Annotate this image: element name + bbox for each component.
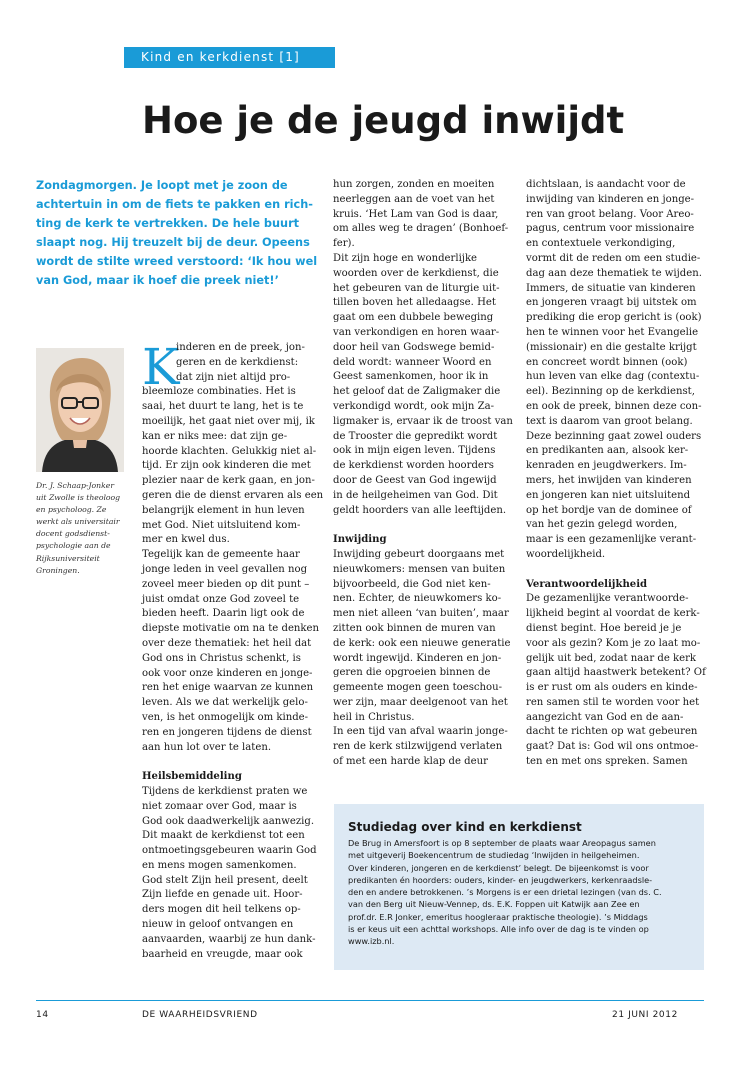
text-column-2: [333, 178, 513, 770]
text-line: ren het enige waarvan ze kunnen: [142, 682, 314, 694]
text-line: door de Geest van God ingewijd: [333, 474, 497, 486]
text-line: pagus, centrum voor missionaire: [526, 223, 695, 235]
text-line: ontmoetingsgebeuren waarin God: [142, 845, 317, 857]
text-line: wordt ingewijd. Kinderen en jon-: [333, 652, 502, 664]
text-line: wer zijn, maar deelgenoot van het: [333, 696, 508, 708]
text-line: de Trooster die gepredikt wordt: [333, 430, 498, 442]
text-line: dichtslaan, is aandacht voor de: [526, 179, 686, 190]
info-box-line: Over kinderen, jongeren en de kerkdienst’ belegt. De bijeenkomst is voor: [348, 862, 649, 873]
footer-rule: [36, 1000, 704, 1001]
text-line: text is daarom van groot belang.: [526, 415, 693, 427]
info-box-line: is er keus uit een achttal workshops. Alle info over de dag is te vinden op: [348, 924, 649, 935]
text-line: of met een harde klap de deur: [333, 756, 488, 768]
text-line: zitten ook binnen de muren van: [333, 622, 496, 634]
text-line: Tegelijk kan de gemeente haar: [142, 549, 300, 561]
section-kicker: Kind en kerkdienst [1]: [124, 47, 335, 68]
text-line: tillen boven het alledaagse. Het: [333, 297, 496, 309]
lead-line: slaapt nog. Hij treuzelt bij de deur. Opeens: [36, 236, 310, 249]
text-line: prediking die erop gericht is (ook): [526, 312, 702, 324]
text-line: gelijk uit bed, zodat naar de kerk: [526, 652, 697, 664]
text-line: ren samen stil te worden voor het: [526, 696, 700, 708]
text-line: en predikanten aan, alsook ker-: [526, 445, 689, 457]
text-line: Dit maakt de kerkdienst tot een: [142, 830, 305, 842]
text-line: dag aan deze thematiek te wijden.: [526, 267, 702, 279]
publication-name: DE WAARHEIDSVRIEND: [142, 1010, 258, 1020]
text-line: woorden over de kerkdienst, die: [333, 267, 499, 279]
text-line: ren van groot belang. Voor Areo-: [526, 208, 694, 220]
lead-line: wordt de stilte wreed verstoord: ‘Ik hou wel: [36, 255, 318, 268]
info-box-line: De Brug in Amersfoort is op 8 september de plaats waar Areopagus samen: [348, 838, 656, 848]
section-heading-verantwoordelijkheid: Verantwoordelijkheid: [526, 578, 648, 590]
caption-line: uit Zwolle is theoloog: [36, 493, 121, 503]
text-line: inderen en de preek, jon-: [176, 342, 305, 353]
text-line: moeilijk, het gaat niet over mij, ik: [142, 415, 315, 427]
text-line: geldt hoorders van alle leeftijden.: [333, 504, 507, 516]
text-line: plezier naar de kerk gaan, en jon-: [142, 475, 315, 487]
info-box-body: [348, 837, 690, 948]
text-line: inwijding van kinderen en jonge-: [526, 193, 695, 205]
lead-line: ting de kerk te vertrekken. De hele buurt: [36, 217, 300, 230]
text-line: dacht te richten op wat gebeuren: [526, 726, 698, 738]
lead-line: van God, maar ik hoef die preek niet!’: [36, 274, 279, 287]
info-box-studiedag: [334, 804, 704, 970]
text-line: gaat? Dat is: God wil ons ontmoe-: [526, 741, 699, 753]
text-line: leven. Als we dat werkelijk gelo-: [142, 697, 308, 709]
text-line: tijd. Er zijn ook kinderen die met: [142, 460, 311, 472]
text-line: ders mogen dit heil telkens op-: [142, 904, 301, 916]
text-line: over deze thematiek: het heil dat: [142, 637, 312, 649]
text-line: in de heilgeheimen van God. Dit: [333, 489, 498, 501]
drop-cap: K: [142, 338, 180, 396]
text-line: en contextuele verkondiging,: [526, 238, 676, 250]
text-line: het geloof dat de Zaligmaker die: [333, 386, 501, 398]
text-line: voor als gezin? Kom je zo laat mo-: [526, 637, 701, 649]
text-line: ligmaker is, ervaar ik de troost van: [333, 415, 513, 427]
text-line: aanvaarden, waarbij ze hun dank-: [142, 933, 316, 945]
text-line: en jongeren kan niet uitsluitend: [526, 489, 691, 501]
text-line: ven, is het onmogelijk om kinde-: [142, 711, 309, 723]
text-line: kan er niks mee: dat zijn ge-: [142, 430, 288, 442]
text-line: van het gezin gelegd worden,: [526, 519, 678, 531]
text-line: (missionair) en die gestalte krijgt: [526, 341, 697, 353]
info-box-line: van den Berg uit Nieuw-Vennep, ds. E.K. Foppen uit Katwijk aan Zee en: [348, 899, 640, 910]
text-line: Dit zijn hoge en wonderlijke: [333, 252, 478, 264]
text-line: hun zorgen, zonden en moeiten: [333, 179, 495, 190]
text-line: verkondigd wordt, ook mijn Za-: [333, 400, 495, 412]
text-line: kruis. ‘Het Lam van God is daar,: [333, 208, 499, 220]
lead-line: achtertuin in om de fiets te pakken en rich-: [36, 198, 313, 211]
text-line: bleemloze combinaties. Het is: [142, 386, 296, 398]
text-line: heil in Christus.: [333, 711, 415, 723]
text-line: God stelt Zijn heil present, deelt: [142, 874, 308, 886]
article-headline: Hoe je de jeugd inwijdt: [142, 99, 625, 142]
info-box-line: www.izb.nl.: [348, 936, 395, 947]
text-line: de kerk: ook een nieuwe generatie: [333, 637, 511, 649]
text-line: bijvoorbeeld, die God niet ken-: [333, 578, 491, 590]
page-number: 14: [36, 1010, 49, 1020]
text-line: nieuw in geloof ontvangen en: [142, 919, 294, 931]
section-heading-heilsbemiddeling: Heilsbemiddeling: [142, 771, 242, 783]
caption-line: en psycholoog. Ze: [36, 505, 107, 515]
text-line: gemeente mogen geen toeschou-: [333, 682, 503, 694]
text-line: ren de kerk stilzwijgend verlaten: [333, 741, 503, 753]
text-line: ook in mijn eigen leven. Tijdens: [333, 445, 496, 457]
info-box-line: met uitgeverij Boekencentrum de studiedag ‘Inwijden in heilgeheimen.: [348, 850, 640, 861]
text-column-1: [142, 338, 324, 962]
text-line: Zijn liefde en genade uit. Hoor-: [142, 889, 303, 901]
author-portrait-illustration: [36, 348, 124, 472]
text-line: geren en de kerkdienst:: [176, 356, 299, 368]
text-line: Immers, de situatie van kinderen: [526, 282, 696, 294]
caption-line: docent godsdienst-: [36, 529, 110, 539]
text-line: op het bordje van de dominee of: [526, 504, 692, 516]
info-box-line: prof.dr. E.R Jonker, emeritus hoogleraar praktische theologie). ’s Middags: [348, 911, 648, 922]
text-line: het gebeuren van de liturgie uit-: [333, 282, 500, 294]
text-line: diepste motivatie om na te denken: [142, 623, 320, 635]
text-line: deld wordt: wanneer Woord en: [333, 356, 492, 368]
text-line: Tijdens de kerkdienst praten we: [142, 785, 308, 797]
caption-line: psychologie aan de: [36, 541, 111, 551]
author-photo: [36, 348, 124, 472]
text-line: Geest samenkomen, hoor ik in: [333, 371, 489, 383]
text-column-3: [526, 178, 712, 770]
text-line: geren die de dienst ervaren als een: [142, 489, 324, 501]
text-line: om alles weg te dragen’ (Bonhoef-: [333, 223, 509, 235]
text-line: nen. Echter, de nieuwkomers ko-: [333, 593, 502, 605]
caption-line: Groningen.: [36, 565, 80, 575]
text-line: geren die opgroeien binnen de: [333, 667, 491, 679]
text-line: belangrijk element in hun leven: [142, 504, 305, 516]
info-box-title: Studiedag over kind en kerkdienst: [348, 820, 582, 834]
text-line: maar is een gezamenlijke verant-: [526, 534, 697, 546]
text-line: ren en jongeren tijdens de dienst: [142, 726, 312, 738]
text-line: dat zijn niet altijd pro-: [176, 371, 291, 383]
text-line: Deze bezinning gaat zowel ouders: [526, 430, 702, 442]
text-line: en jongeren vraagt bij uitstek om: [526, 297, 697, 309]
text-line: en concreet wordt binnen (ook): [526, 356, 688, 368]
text-line: ten en met ons spreken. Samen: [526, 756, 688, 768]
text-line: niet zomaar over God, maar is: [142, 800, 297, 812]
lead-line: Zondagmorgen. Je loopt met je zoon de: [36, 179, 288, 192]
text-line: De gezamenlijke verantwoorde-: [526, 593, 689, 605]
text-line: woordelijkheid.: [526, 548, 606, 560]
text-line: door heil van Godswege bemid-: [333, 341, 495, 353]
text-line: ook voor onze kinderen en jonge-: [142, 667, 313, 679]
text-line: mers, het inwijden van kinderen: [526, 474, 692, 486]
text-line: zoveel meer bieden op dit punt –: [142, 578, 310, 590]
author-caption: [36, 480, 132, 577]
text-line: dienst begint. Hoe bereid je je: [526, 622, 682, 634]
text-line: mer en kwel dus.: [142, 534, 230, 546]
text-line: kenraden en jeugdwerkers. Im-: [526, 460, 687, 472]
text-line: hen te winnen voor het Evangelie: [526, 326, 699, 338]
text-line: eel). Bezinning op de kerkdienst,: [526, 386, 695, 398]
text-line: God ons in Christus schenkt, is: [142, 652, 301, 664]
text-line: lijkheid begint al voordat de kerk-: [526, 608, 700, 620]
text-line: gaan altijd haastwerk betekent? Of: [526, 667, 706, 679]
text-line: hun leven van elke dag (contextu-: [526, 371, 700, 383]
text-line: neerleggen aan de voet van het: [333, 193, 495, 205]
caption-line: Dr. J. Schaap-Jonker: [36, 481, 115, 490]
section-heading-inwijding: Inwijding: [333, 534, 387, 546]
text-line: aangezicht van God en de aan-: [526, 711, 684, 723]
text-line: vormt dit de reden om een studie-: [526, 252, 701, 264]
text-line: Inwijding gebeurt doorgaans met: [333, 548, 505, 560]
text-line: fer).: [333, 238, 355, 250]
info-box-line: den en andere betrokkenen. ’s Morgens is er een drietal lezingen (van ds. C.: [348, 887, 662, 898]
text-line: In een tijd van afval waarin jonge-: [333, 726, 508, 738]
caption-line: werkt als universitair: [36, 517, 120, 527]
text-line: van verkondigen en horen waar-: [333, 326, 500, 338]
article-lead: [36, 176, 318, 290]
text-line: bieden heeft. Daarin ligt ook de: [142, 608, 305, 620]
text-line: juist omdat onze God zoveel te: [142, 593, 300, 605]
text-line: aan hun lot over te laten.: [142, 741, 272, 753]
text-line: baarheid en vreugde, maar ook: [142, 948, 303, 960]
text-line: gaat om een dubbele beweging: [333, 312, 494, 324]
info-box-line: predikanten én hoorders: ouders, kinder- en jeugdwerkers, kerkenraadsle-: [348, 874, 653, 885]
text-line: en ook de preek, binnen deze con-: [526, 400, 702, 412]
text-line: is er rust om als ouders en kinde-: [526, 682, 698, 694]
caption-line: Rijksuniversiteit: [36, 553, 100, 563]
issue-date: 21 JUNI 2012: [612, 1010, 678, 1020]
text-line: en mens mogen samenkomen.: [142, 859, 297, 871]
paragraph-gap: [526, 563, 712, 578]
text-line: hoorde klachten. Gelukkig niet al-: [142, 445, 317, 457]
text-line: de kerkdienst worden hoorders: [333, 460, 494, 472]
text-line: God ook daadwerkelijk aanwezig.: [142, 815, 315, 827]
text-line: nieuwkomers: mensen van buiten: [333, 563, 506, 575]
text-line: saai, het duurt te lang, het is te: [142, 401, 304, 413]
text-line: jonge leden in veel gevallen nog: [142, 563, 308, 575]
text-line: men niet alleen ‘van buiten’, maar: [333, 608, 509, 620]
paragraph-gap: [333, 518, 513, 533]
paragraph-gap: [142, 755, 322, 770]
text-line: met God. Niet uitsluitend kom-: [142, 519, 301, 531]
